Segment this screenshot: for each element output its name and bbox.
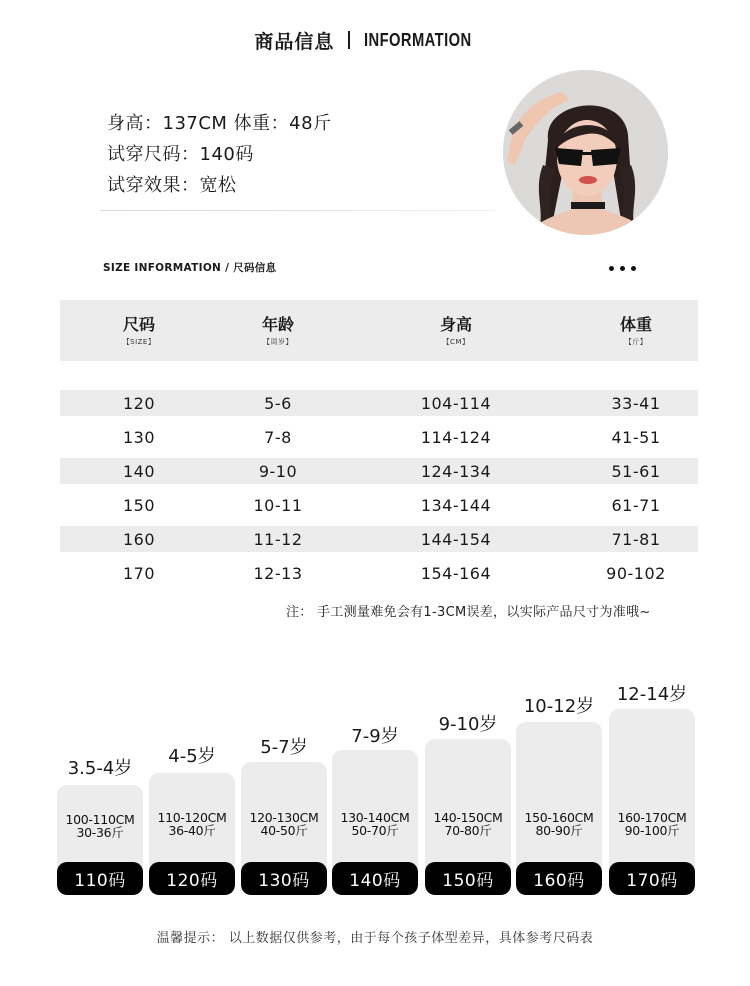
size-table-body — [60, 390, 698, 590]
card-weight: 80-90斤 — [535, 823, 583, 838]
card-weight: 40-50斤 — [260, 823, 308, 838]
header-weight: 体重 【斤】 — [619, 314, 652, 346]
card-height: 140-150CM — [433, 810, 503, 825]
cell-height: 104-114 — [420, 393, 492, 413]
header-height: 身高 【CM】 — [439, 314, 472, 346]
size-card-160 — [516, 722, 602, 895]
table-row — [60, 526, 698, 552]
card-age-label: 5-7岁 — [260, 737, 308, 758]
header-age: 年龄 【周岁】 — [261, 314, 294, 346]
card-age-label: 10-12岁 — [523, 696, 595, 717]
cell-height: 114-124 — [420, 427, 492, 447]
size-card-110 — [57, 785, 143, 895]
size-card-130 — [241, 762, 327, 895]
header-title-en: INFORMATION — [364, 29, 472, 50]
table-row — [60, 556, 698, 590]
model-info — [107, 108, 332, 201]
model-trial-size: 试穿尺码：140码 — [107, 144, 254, 165]
card-age-label: 12-14岁 — [616, 684, 688, 705]
cell-size: 130 — [122, 427, 156, 447]
card-weight: 36-40斤 — [168, 823, 216, 838]
cell-weight: 61-71 — [611, 495, 661, 515]
cell-height: 124-134 — [420, 461, 492, 481]
more-dots-icon — [609, 266, 636, 271]
cell-size: 160 — [122, 529, 156, 549]
card-age-label: 4-5岁 — [168, 746, 216, 767]
cell-height: 154-164 — [420, 563, 492, 583]
card-weight: 90-100斤 — [624, 823, 680, 838]
header-divider — [348, 31, 350, 49]
card-height: 150-160CM — [524, 810, 594, 825]
card-size-label: 110码 — [57, 862, 143, 895]
cell-age: 7-8 — [264, 427, 292, 447]
cell-size: 150 — [122, 495, 156, 515]
cell-size: 140 — [122, 461, 156, 481]
cell-weight: 90-102 — [606, 563, 666, 583]
model-photo — [503, 70, 668, 235]
table-row — [60, 458, 698, 484]
cell-age: 11-12 — [253, 529, 303, 549]
cell-weight: 33-41 — [611, 393, 661, 413]
card-height: 120-130CM — [249, 810, 319, 825]
size-table-header — [60, 300, 698, 361]
cell-size: 170 — [122, 563, 156, 583]
cell-weight: 51-61 — [611, 461, 661, 481]
card-size-label: 160码 — [516, 862, 602, 895]
card-age-label: 7-9岁 — [351, 726, 399, 747]
cell-weight: 71-81 — [611, 529, 661, 549]
header-title-cn: 商品信息 — [254, 30, 335, 53]
card-age-label: 3.5-4岁 — [67, 758, 133, 779]
cell-height: 134-144 — [420, 495, 492, 515]
size-card-170 — [609, 709, 695, 895]
card-weight: 70-80斤 — [444, 823, 492, 838]
card-height: 110-120CM — [157, 810, 227, 825]
cell-size: 120 — [122, 393, 156, 413]
cell-weight: 41-51 — [611, 427, 661, 447]
card-size-label: 130码 — [241, 862, 327, 895]
cell-age: 9-10 — [258, 461, 298, 481]
size-card-150 — [425, 739, 511, 895]
header-size: 尺码 【SIZE】 — [122, 314, 156, 346]
card-height: 130-140CM — [340, 810, 410, 825]
cell-age: 12-13 — [253, 563, 303, 583]
card-weight: 30-36斤 — [76, 825, 124, 840]
card-age-label: 9-10岁 — [438, 714, 498, 735]
footer-tip: 温馨提示： 以上数据仅供参考，由于每个孩子体型差异，具体参考尺码表 — [156, 931, 594, 946]
card-size-label: 140码 — [332, 862, 418, 895]
size-card-140 — [332, 750, 418, 895]
card-size-label: 150码 — [425, 862, 511, 895]
table-row — [60, 420, 698, 454]
size-table — [60, 300, 698, 590]
cell-height: 144-154 — [420, 529, 492, 549]
card-size-label: 120码 — [149, 862, 235, 895]
card-height: 160-170CM — [617, 810, 687, 825]
table-row — [60, 390, 698, 416]
table-row — [60, 488, 698, 522]
model-fit-effect: 试穿效果：宽松 — [107, 175, 237, 196]
cell-age: 10-11 — [253, 495, 303, 515]
card-weight: 50-70斤 — [351, 823, 399, 838]
model-avatar — [503, 70, 668, 235]
measurement-note: 注： 手工测量难免会有1-3CM误差，以实际产品尺寸为准哦~ — [286, 605, 651, 620]
card-height: 100-110CM — [65, 812, 135, 827]
page-header — [0, 26, 750, 54]
size-information-title: SIZE INFORMATION / 尺码信息 — [103, 262, 277, 274]
model-info-divider — [100, 210, 495, 211]
cell-age: 5-6 — [264, 393, 292, 413]
size-card-120 — [149, 773, 235, 895]
model-height-weight: 身高：137CM 体重：48斤 — [107, 113, 332, 134]
card-size-label: 170码 — [609, 862, 695, 895]
